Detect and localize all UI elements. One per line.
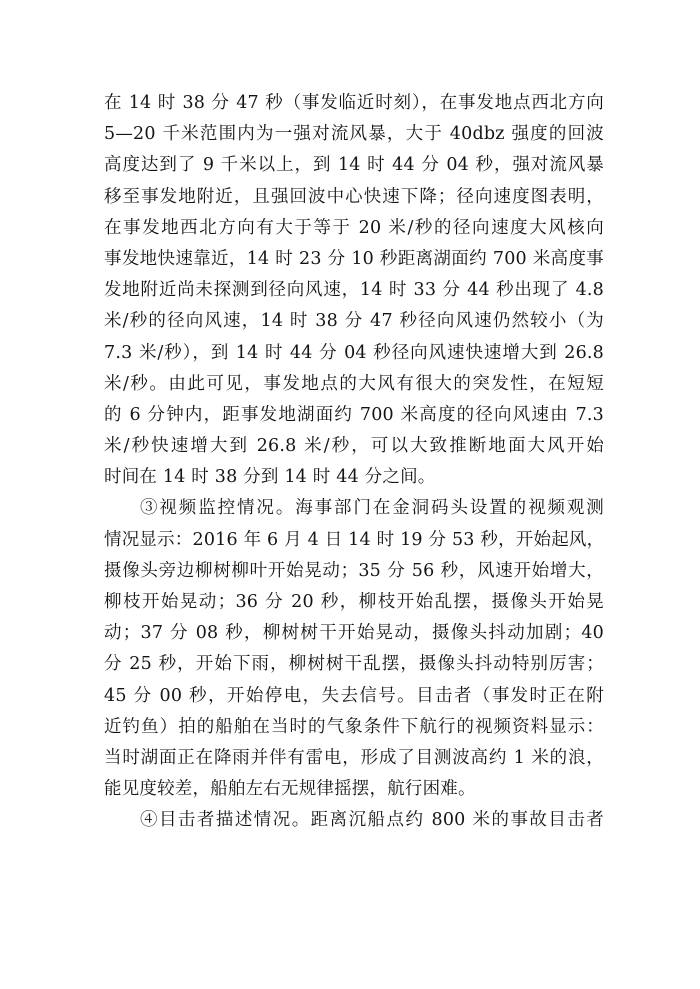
text-line: 时间在 14 时 38 分到 14 时 44 分之间。 <box>104 467 436 488</box>
text-line: 摄像头旁边柳树柳叶开始晃动；35 分 56 秒，风速开始增大， <box>104 560 604 581</box>
paragraph-heading-witness: ④目击者描述情况。距离沉船点约 800 米的事故目击者 <box>140 810 604 831</box>
text-line: 米/秒的径向风速，14 时 38 分 47 秒径向风速仍然较小（为 <box>104 311 604 332</box>
text-line: 柳枝开始晃动；36 分 20 秒，柳枝开始乱摆，摄像头开始晃 <box>104 592 604 612</box>
text-line: 移至事发地附近，且强回波中心快速下降；径向速度图表明， <box>104 186 604 207</box>
paragraph-heading-video: ③视频监控情况。海事部门在金洞码头设置的视频观测 <box>140 498 604 519</box>
text-line: 事发地快速靠近，14 时 23 分 10 秒距离湖面约 700 米高度事 <box>104 248 604 269</box>
text-line: 分 25 秒，开始下雨，柳树树干乱摆，摄像头抖动特别厉害； <box>104 654 604 675</box>
text-line: 在事发地西北方向有大于等于 20 米/秒的径向速度大风核向 <box>104 217 604 238</box>
text-line: 发地附近尚未探测到径向风速，14 时 33 分 44 秒出现了 4.8 <box>104 280 604 301</box>
text-line: 高度达到了 9 千米以上，到 14 时 44 分 04 秒，强对流风暴 <box>104 155 604 176</box>
text-line: 在 14 时 38 分 47 秒（事发临近时刻），在事发地点西北方向 <box>104 93 604 113</box>
text-line: 当时湖面正在降雨并伴有雷电，形成了目测波高约 1 米的浪， <box>104 747 604 768</box>
text-line: 动；37 分 08 秒，柳树树干开始晃动，摄像头抖动加剧；40 <box>104 623 604 644</box>
text-line: 5—20 千米范围内为一强对流风暴，大于 40dbz 强度的回波 <box>104 124 604 145</box>
text-line: 米/秒。由此可见，事发地点的大风有很大的突发性，在短短 <box>104 373 604 394</box>
text-line: 7.3 米/秒），到 14 时 44 分 04 秒径向风速快速增大到 26.8 <box>104 342 604 363</box>
text-line: 情况显示：2016 年 6 月 4 日 14 时 19 分 53 秒，开始起风， <box>104 529 605 550</box>
body-text <box>104 88 604 837</box>
text-line: 45 分 00 秒，开始停电，失去信号。目击者（事发时正在附 <box>104 685 604 706</box>
text-line: 能见度较差，船舶左右无规律摇摆，航行困难。 <box>104 779 476 800</box>
text-line: 米/秒快速增大到 26.8 米/秒，可以大致推断地面大风开始 <box>104 436 604 457</box>
text-line: 近钓鱼）拍的船舶在当时的气象条件下航行的视频资料显示： <box>104 716 604 737</box>
text-line: 的 6 分钟内，距事发地湖面约 700 米高度的径向风速由 7.3 <box>104 404 604 425</box>
